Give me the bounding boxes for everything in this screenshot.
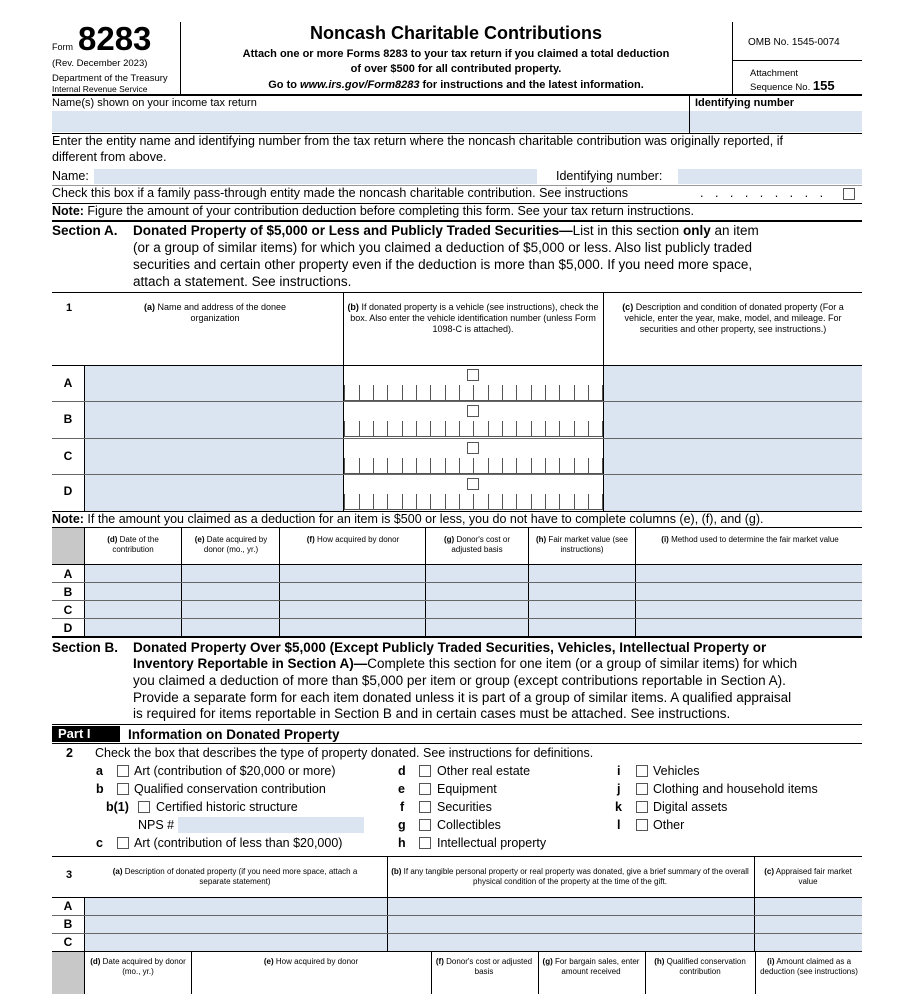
opt-f-letter: f <box>400 800 405 814</box>
details-row-b[interactable] <box>85 583 862 600</box>
part-i-label: Part I <box>52 726 120 742</box>
b3-col-c-header: (c) Appraised fair market value <box>764 867 852 886</box>
vin-input-a[interactable] <box>344 385 603 401</box>
details-row-d[interactable] <box>85 619 862 636</box>
opt-e-letter: e <box>398 782 405 796</box>
b3-col-f-header: (f) Donor's cost or adjusted basis <box>435 957 533 976</box>
opt-i-letter: i <box>617 764 621 778</box>
vehicle-checkbox-a[interactable] <box>467 369 479 381</box>
condition-c[interactable] <box>388 934 754 951</box>
section-b-title-1: Donated Property Over $5,000 (Except Publicly Traded Securities, Vehicles, Intellectual Property or <box>133 640 767 655</box>
opt-j-letter: j <box>617 782 621 796</box>
donee-input-b[interactable] <box>85 402 343 438</box>
b3-label-a: A <box>63 899 73 913</box>
department: Department of the Treasury <box>52 73 168 84</box>
opt-a-letter: a <box>96 764 103 778</box>
entity-idnum-input[interactable] <box>678 169 862 184</box>
irs-label: Internal Revenue Service <box>52 84 148 94</box>
vehicle-checkbox-d[interactable] <box>467 478 479 490</box>
appraised-fmv-a[interactable] <box>755 898 862 915</box>
description-input-d[interactable] <box>604 475 862 511</box>
condition-a[interactable] <box>388 898 754 915</box>
equipment-checkbox[interactable] <box>419 783 431 795</box>
opt-h-text: Intellectual property <box>437 836 547 850</box>
line-2-text: Check the box that describes the type of property donated. See instructions for definitions. <box>95 746 594 760</box>
col-d-header: (d) Date of the contribution <box>107 535 159 554</box>
col-h-header: (h) Fair market value (see instructions) <box>535 535 629 554</box>
goto-prefix: Go to <box>268 79 301 91</box>
b3-col-g-header: (g) For bargain sales, enter amount received <box>542 957 640 976</box>
vin-input-b[interactable] <box>344 421 603 437</box>
entity-name-label: Name: <box>52 169 89 183</box>
opt-i-text: Vehicles <box>653 764 700 778</box>
property-desc-c[interactable] <box>85 934 387 951</box>
entity-instruction-2: different from above. <box>52 150 167 164</box>
opt-g-text: Collectibles <box>437 818 501 832</box>
digital-assets-checkbox[interactable] <box>636 801 648 813</box>
opt-a-text: Art (contribution of $20,000 or more) <box>134 764 336 778</box>
deduction-note: Note: Figure the amount of your contribution deduction before completing this form. See your tax return instructions. <box>52 204 694 218</box>
entity-instruction-1: Enter the entity name and identifying number from the tax return where the noncash charitable contribution was originally reported, if <box>52 134 783 148</box>
opt-e-text: Equipment <box>437 782 497 796</box>
identifying-number-label: Identifying number <box>695 97 794 109</box>
description-input-b[interactable] <box>604 402 862 438</box>
rev-date: (Rev. December 2023) <box>52 58 148 69</box>
form-number: 8283 <box>78 20 152 57</box>
line-2-number: 2 <box>66 746 73 760</box>
row-label-a: A <box>63 376 73 390</box>
row-label-b: B <box>63 412 73 426</box>
opt-b-text: Qualified conservation contribution <box>134 782 326 796</box>
details-row-a[interactable] <box>85 565 862 582</box>
opt-b1-letter: b(1) <box>106 800 129 814</box>
opt-g-letter: g <box>398 818 406 832</box>
part-i-title: Information on Donated Property <box>128 727 340 742</box>
sequence-label: Sequence No. 155 <box>750 78 835 93</box>
form-word: Form <box>52 42 73 52</box>
section-b-line-5: is required for items reportable in Section B and in certain cases must be attached. See instructions. <box>133 706 731 721</box>
section-a-note: Note: If the amount you claimed as a deduction for an item is $500 or less, you do not have to complete columns (e), (f), and (g). <box>52 512 764 526</box>
opt-f-text: Securities <box>437 800 492 814</box>
description-input-a[interactable] <box>604 366 862 401</box>
row-label-c: C <box>63 449 73 463</box>
appraised-fmv-b[interactable] <box>755 916 862 933</box>
pass-through-checkbox[interactable] <box>843 188 855 200</box>
attach-line-2: of over $500 for all contributed property. <box>350 63 562 75</box>
condition-b[interactable] <box>388 916 754 933</box>
intellectual-property-checkbox[interactable] <box>419 837 431 849</box>
attach-line-1: Attach one or more Forms 8283 to your tax return if you claimed a total deduction <box>242 48 670 60</box>
col-b-header: (b) If donated property is a vehicle (see instructions), check the box. Also enter the vehicle identification number (unless Form 1098-C is attached). <box>347 302 599 334</box>
vehicle-checkbox-b[interactable] <box>467 405 479 417</box>
opt-k-letter: k <box>615 800 622 814</box>
goto-line <box>180 79 732 91</box>
b3-col-d-header: (d) Date acquired by donor (mo., yr.) <box>90 957 186 976</box>
securities-checkbox[interactable] <box>419 801 431 813</box>
section-b-line-4: Provide a separate form for each item donated unless it is part of a group of similar items. A qualified appraisal <box>133 690 792 705</box>
opt-b1-text: Certified historic structure <box>156 800 298 814</box>
col-i-header: (i) Method used to determine the fair market value <box>661 535 839 544</box>
opt-d-text: Other real estate <box>437 764 531 778</box>
historic-structure-checkbox[interactable] <box>138 801 150 813</box>
opt-c-letter: c <box>96 836 103 850</box>
entity-name-input[interactable] <box>94 169 537 184</box>
vehicles-checkbox[interactable] <box>636 765 648 777</box>
opt-d-letter: d <box>398 764 406 778</box>
art-20000-checkbox[interactable] <box>117 765 129 777</box>
attachment-label: Attachment <box>750 68 799 79</box>
b3-col-b-header: (b) If any tangible personal property or real property was donated, give a brief summary of the overall physical condition of the property at the time of the gift. <box>391 867 749 886</box>
opt-l-letter: l <box>617 818 621 832</box>
vin-input-d[interactable] <box>344 494 603 510</box>
opt-c-text: Art (contribution of less than $20,000) <box>134 836 343 850</box>
property-desc-b[interactable] <box>85 916 387 933</box>
b3-label-b: B <box>63 917 73 931</box>
form-title: Noncash Charitable Contributions <box>309 23 603 43</box>
other-checkbox[interactable] <box>636 819 648 831</box>
goto-suffix: for instructions and the latest information. <box>419 79 644 91</box>
opt-b-letter: b <box>96 782 104 796</box>
section-a-line-4: attach a statement. See instructions. <box>133 274 352 289</box>
names-label: Name(s) shown on your income tax return <box>52 97 257 109</box>
col-c-header: (c) Description and condition of donated property (For a vehicle, enter the year, make, model, and mileage. For securities and other property, see instructions.) <box>622 302 844 334</box>
other-real-estate-checkbox[interactable] <box>419 765 431 777</box>
donee-input-a[interactable] <box>85 366 343 401</box>
b3-label-c: C <box>63 935 73 949</box>
col-g-header: (g) Donor's cost or adjusted basis <box>444 535 510 554</box>
col-e-header: (e) Date acquired by donor (mo., yr.) <box>194 535 268 554</box>
details-label-d: D <box>63 621 73 635</box>
section-a-label: Section A. <box>52 223 118 238</box>
clothing-checkbox[interactable] <box>636 783 648 795</box>
property-desc-a[interactable] <box>85 898 387 915</box>
row-label-d: D <box>63 484 73 498</box>
vehicle-checkbox-c[interactable] <box>467 442 479 454</box>
description-input-c[interactable] <box>604 439 862 474</box>
nps-label: NPS # <box>138 818 175 832</box>
vin-input-c[interactable] <box>344 458 603 474</box>
opt-k-text: Digital assets <box>653 800 728 814</box>
section-b-label: Section B. <box>52 640 119 655</box>
b3-col-a-header: (a) Description of donated property (if you need more space, attach a separate statement) <box>112 867 358 886</box>
section-a-line-3: securities and certain other property even if the deduction is more than $5,000. If you need more space, <box>133 257 753 272</box>
donee-input-d[interactable] <box>85 475 343 511</box>
nps-input[interactable] <box>178 817 364 833</box>
col-a-header: (a) Name and address of the donee organization <box>143 302 287 323</box>
section-b-title-2: Inventory Reportable in Section A)—Complete this section for one item (or a group of similar items) for which <box>133 656 798 671</box>
details-label-c: C <box>63 603 73 617</box>
details-row-c[interactable] <box>85 601 862 618</box>
entity-idnum-label: Identifying number: <box>556 169 663 183</box>
appraised-fmv-c[interactable] <box>755 934 862 951</box>
section-b-line-3: you claimed a deduction of more than $5,000 per item or group (except contributions reportable in Section A). <box>133 673 786 688</box>
b3-col-i-header: (i) Amount claimed as a deduction (see instructions) <box>760 957 858 976</box>
b3-col-h-header: (h) Qualified conservation contribution <box>654 957 746 976</box>
irs-url-link[interactable]: www.irs.gov/Form8283 <box>300 79 420 91</box>
section-a-line-2: (or a group of similar items) for which you claimed a deduction of $5,000 or less. Also list publicly traded <box>133 240 753 255</box>
line-1-number: 1 <box>65 302 73 314</box>
section-a-heading: Donated Property of $5,000 or Less and Publicly Traded Securities—List in this section only an item <box>133 223 759 238</box>
col-f-header: (f) How acquired by donor <box>306 535 400 544</box>
details-label-a: A <box>63 567 73 581</box>
b3-col-e-header: (e) How acquired by donor <box>263 957 359 966</box>
opt-l-text: Other <box>653 818 685 832</box>
line-3-number: 3 <box>65 869 73 881</box>
omb-number: OMB No. 1545-0074 <box>748 37 840 48</box>
details-label-b: B <box>63 585 73 599</box>
opt-h-letter: h <box>398 836 406 850</box>
names-input[interactable] <box>52 111 689 132</box>
conservation-checkbox[interactable] <box>117 783 129 795</box>
art-less-20000-checkbox[interactable] <box>117 837 129 849</box>
pass-through-text: Check this box if a family pass-through entity made the noncash charitable contribution. See instructions <box>52 186 629 200</box>
opt-j-text: Clothing and household items <box>653 782 818 796</box>
dot-leader: . . . . . . . . . <box>700 186 828 200</box>
identifying-number-input[interactable] <box>690 111 862 132</box>
donee-input-c[interactable] <box>85 439 343 474</box>
collectibles-checkbox[interactable] <box>419 819 431 831</box>
